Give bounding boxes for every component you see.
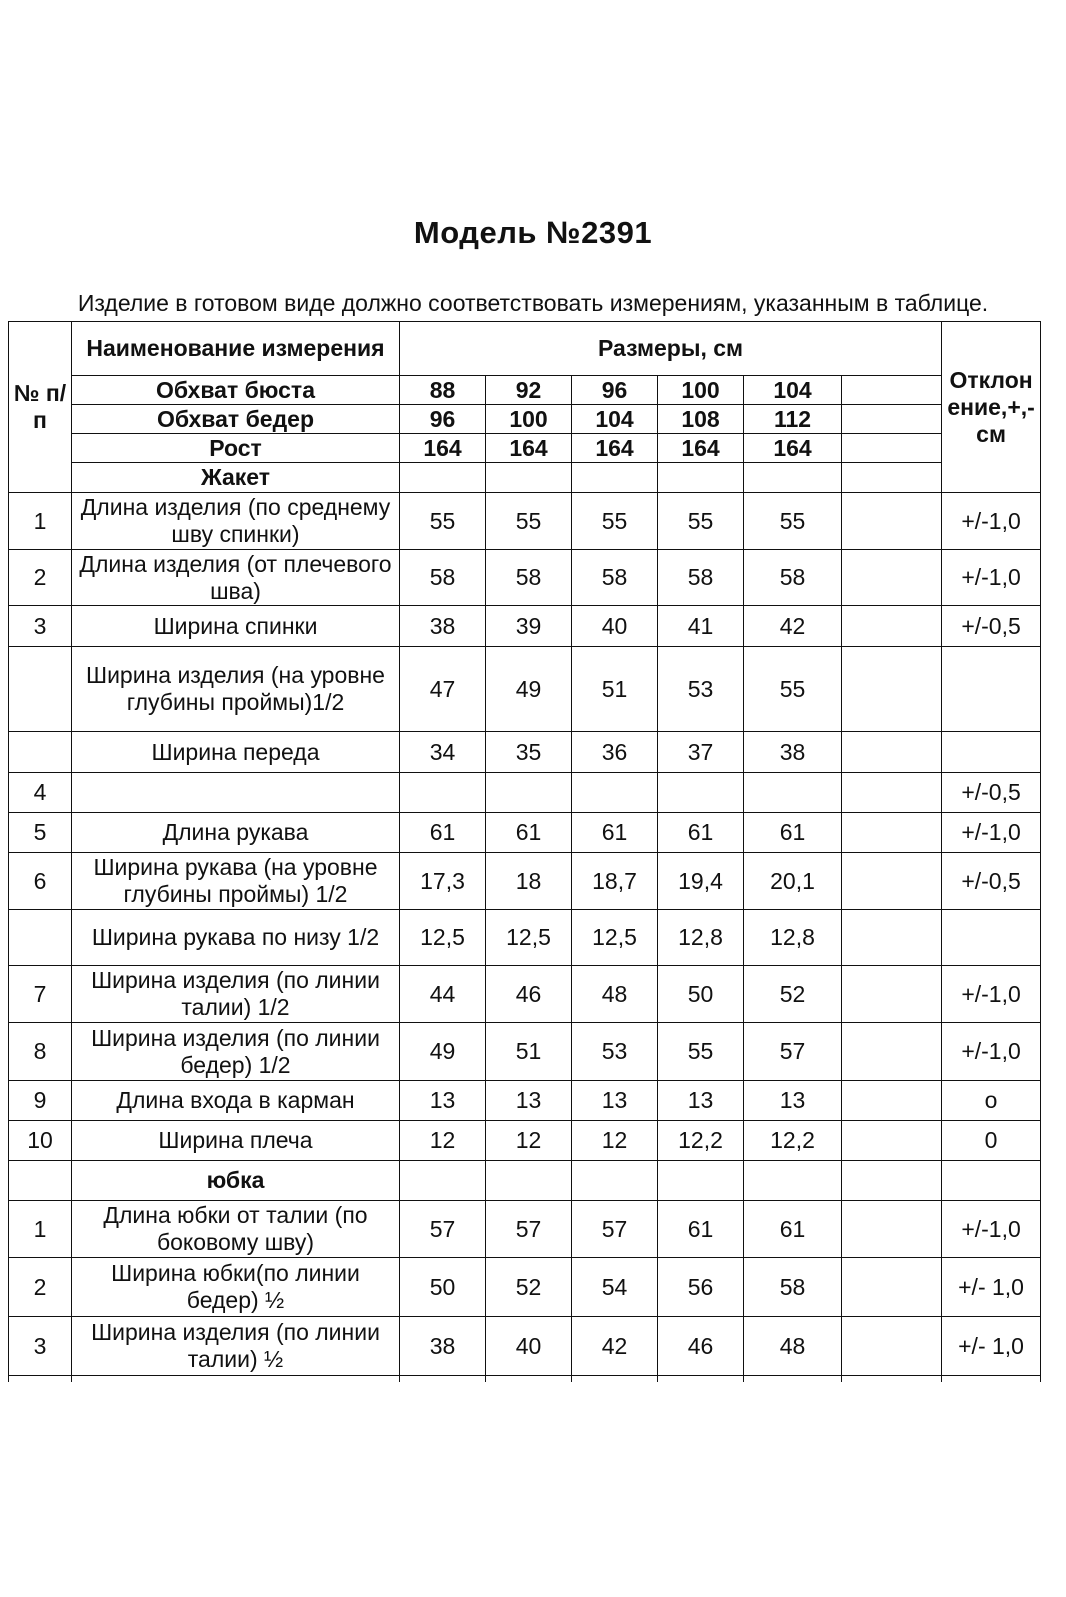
row-value: 61 <box>744 1201 842 1258</box>
table-row <box>9 1258 1041 1317</box>
empty-cell <box>572 1376 658 1383</box>
row-value: 48 <box>744 1317 842 1376</box>
empty-cell <box>842 463 942 493</box>
row-value: 52 <box>486 1258 572 1317</box>
row-number: 2 <box>9 550 72 606</box>
row-value: 13 <box>658 1081 744 1121</box>
row-value <box>842 606 942 647</box>
row-value: 58 <box>400 550 486 606</box>
row-value: 55 <box>744 647 842 732</box>
row-value: 35 <box>486 732 572 773</box>
row-name: Ширина плеча <box>72 1121 400 1161</box>
table-row <box>9 773 1041 813</box>
row-value: 12,8 <box>744 910 842 966</box>
row-value <box>842 1201 942 1258</box>
row-value: 55 <box>658 1023 744 1081</box>
row-value: 42 <box>744 606 842 647</box>
header-bust-value: 96 <box>572 376 658 405</box>
row-value: 51 <box>572 647 658 732</box>
row-value: 61 <box>486 813 572 853</box>
row-value <box>842 853 942 910</box>
row-value: 58 <box>744 550 842 606</box>
row-name: Ширина изделия (по линии талии) ½ <box>72 1317 400 1376</box>
table-row <box>9 493 1041 550</box>
row-value <box>842 1258 942 1317</box>
row-value: 20,1 <box>744 853 842 910</box>
row-tolerance: +/- 1,0 <box>942 1317 1041 1376</box>
row-value: 12,5 <box>400 910 486 966</box>
row-name <box>72 773 400 813</box>
row-value <box>842 910 942 966</box>
row-value: 40 <box>572 606 658 647</box>
header-bust-value: 92 <box>486 376 572 405</box>
row-tolerance: +/-1,0 <box>942 813 1041 853</box>
row-value: 57 <box>744 1023 842 1081</box>
row-value: 61 <box>658 1201 744 1258</box>
header-hips-value <box>842 405 942 434</box>
table-row <box>9 853 1041 910</box>
row-value: 40 <box>486 1317 572 1376</box>
page-title: Модель №2391 <box>413 215 653 250</box>
row-name: Ширина рукава (на уровне глубины проймы) 1/2 <box>72 853 400 910</box>
row-tolerance: +/-1,0 <box>942 1023 1041 1081</box>
header-hips-label: Обхват бедер <box>72 405 400 434</box>
empty-cell <box>9 1161 72 1201</box>
header-height-value: 164 <box>486 434 572 463</box>
row-value: 52 <box>744 966 842 1023</box>
header-height-value <box>842 434 942 463</box>
row-value: 58 <box>486 550 572 606</box>
header-height-label: Рост <box>72 434 400 463</box>
row-number: 8 <box>9 1023 72 1081</box>
table-row <box>9 550 1041 606</box>
header-bust-label: Обхват бюста <box>72 376 400 405</box>
table-row <box>9 606 1041 647</box>
row-value: 48 <box>572 966 658 1023</box>
row-value: 12,5 <box>486 910 572 966</box>
empty-cell <box>744 1376 842 1383</box>
row-value: 34 <box>400 732 486 773</box>
row-name: Длина юбки от талии (по боковому шву) <box>72 1201 400 1258</box>
empty-cell <box>658 1376 744 1383</box>
row-number: 1 <box>9 1201 72 1258</box>
row-number: 2 <box>9 1258 72 1317</box>
row-number: 4 <box>9 773 72 813</box>
empty-cell <box>486 1161 572 1201</box>
row-value: 56 <box>658 1258 744 1317</box>
row-value: 58 <box>744 1258 842 1317</box>
empty-cell <box>942 1376 1041 1383</box>
row-value: 57 <box>400 1201 486 1258</box>
header-sizes: Размеры, см <box>400 322 942 376</box>
table-row <box>9 1121 1041 1161</box>
header-bust-value <box>842 376 942 405</box>
row-number: 9 <box>9 1081 72 1121</box>
row-name: Ширина спинки <box>72 606 400 647</box>
row-value: 19,4 <box>658 853 744 910</box>
row-name: Длина изделия (от плечевого шва) <box>72 550 400 606</box>
table-row-cut <box>9 1376 1041 1383</box>
section-jacket-title: Жакет <box>72 463 400 493</box>
header-height-value: 164 <box>658 434 744 463</box>
row-value: 12,5 <box>572 910 658 966</box>
row-value: 55 <box>486 493 572 550</box>
row-value <box>572 773 658 813</box>
header-hips-value: 96 <box>400 405 486 434</box>
row-value: 44 <box>400 966 486 1023</box>
row-value: 50 <box>658 966 744 1023</box>
row-number <box>9 910 72 966</box>
row-value: 55 <box>400 493 486 550</box>
empty-cell <box>842 1161 942 1201</box>
header-name: Наименование измерения <box>72 322 400 376</box>
header-bust-value: 88 <box>400 376 486 405</box>
row-name: Ширина изделия (по линии талии) 1/2 <box>72 966 400 1023</box>
row-value: 38 <box>400 1317 486 1376</box>
row-value: 18,7 <box>572 853 658 910</box>
section-skirt-title: юбка <box>72 1161 400 1201</box>
empty-cell <box>572 1161 658 1201</box>
row-value: 47 <box>400 647 486 732</box>
table-row <box>9 1201 1041 1258</box>
row-tolerance: +/- 1,0 <box>942 1258 1041 1317</box>
row-number: 10 <box>9 1121 72 1161</box>
row-value <box>842 1081 942 1121</box>
header-bust-value: 100 <box>658 376 744 405</box>
row-tolerance <box>942 910 1041 966</box>
row-value: 61 <box>572 813 658 853</box>
header-height-value: 164 <box>572 434 658 463</box>
empty-cell <box>486 463 572 493</box>
row-value: 38 <box>400 606 486 647</box>
header-height-value: 164 <box>744 434 842 463</box>
row-value: 12 <box>572 1121 658 1161</box>
empty-cell <box>658 1161 744 1201</box>
table-row <box>9 966 1041 1023</box>
row-name: Ширина изделия (по линии бедер) 1/2 <box>72 1023 400 1081</box>
table-row <box>9 647 1041 732</box>
row-tolerance: +/-0,5 <box>942 853 1041 910</box>
row-tolerance: +/-1,0 <box>942 550 1041 606</box>
row-value: 13 <box>744 1081 842 1121</box>
row-value: 12,8 <box>658 910 744 966</box>
row-name: Длина изделия (по среднему шву спинки) <box>72 493 400 550</box>
header-row-main <box>9 322 1041 376</box>
row-number: 1 <box>9 493 72 550</box>
section-jacket-row <box>9 463 1041 493</box>
table-row <box>9 1317 1041 1376</box>
row-value: 50 <box>400 1258 486 1317</box>
row-value: 55 <box>658 493 744 550</box>
row-value <box>842 647 942 732</box>
header-bust-value: 104 <box>744 376 842 405</box>
table-row <box>9 910 1041 966</box>
row-value: 53 <box>658 647 744 732</box>
row-tolerance <box>942 732 1041 773</box>
row-tolerance: +/-1,0 <box>942 1201 1041 1258</box>
table-row <box>9 1023 1041 1081</box>
row-number <box>9 732 72 773</box>
empty-cell <box>744 1161 842 1201</box>
header-hips-value: 112 <box>744 405 842 434</box>
section-skirt-row <box>9 1161 1041 1201</box>
row-tolerance <box>942 647 1041 732</box>
row-value <box>658 773 744 813</box>
row-number: 7 <box>9 966 72 1023</box>
header-row-bust <box>9 376 1041 405</box>
row-tolerance: +/-0,5 <box>942 606 1041 647</box>
row-value <box>842 1023 942 1081</box>
row-value: 55 <box>572 493 658 550</box>
row-number: 3 <box>9 1317 72 1376</box>
row-value: 61 <box>400 813 486 853</box>
row-number: 3 <box>9 606 72 647</box>
header-row-hips <box>9 405 1041 434</box>
row-value: 53 <box>572 1023 658 1081</box>
row-number: 5 <box>9 813 72 853</box>
table-row <box>9 813 1041 853</box>
header-hips-value: 100 <box>486 405 572 434</box>
row-value: 55 <box>744 493 842 550</box>
empty-cell <box>572 463 658 493</box>
row-name: Ширина изделия (на уровне глубины проймы)1/2 <box>72 647 400 732</box>
row-value <box>842 732 942 773</box>
row-value: 13 <box>572 1081 658 1121</box>
row-value: 58 <box>658 550 744 606</box>
empty-cell <box>72 1376 400 1383</box>
row-value <box>400 773 486 813</box>
row-value <box>842 493 942 550</box>
row-value: 49 <box>400 1023 486 1081</box>
empty-cell <box>744 463 842 493</box>
row-value <box>842 1317 942 1376</box>
row-value: 42 <box>572 1317 658 1376</box>
row-number: 6 <box>9 853 72 910</box>
row-name: Ширина переда <box>72 732 400 773</box>
header-hips-value: 104 <box>572 405 658 434</box>
row-value: 49 <box>486 647 572 732</box>
header-hips-value: 108 <box>658 405 744 434</box>
row-value: 54 <box>572 1258 658 1317</box>
row-value: 57 <box>486 1201 572 1258</box>
row-name: Длина входа в карман <box>72 1081 400 1121</box>
row-number <box>9 647 72 732</box>
row-value: 12,2 <box>658 1121 744 1161</box>
header-num: № п/п <box>9 322 72 493</box>
row-tolerance: +/-0,5 <box>942 773 1041 813</box>
table-row <box>9 732 1041 773</box>
row-value: 39 <box>486 606 572 647</box>
row-value: 13 <box>486 1081 572 1121</box>
row-name: Длина рукава <box>72 813 400 853</box>
row-value: 61 <box>658 813 744 853</box>
row-name: Ширина юбки(по линии бедер) ½ <box>72 1258 400 1317</box>
size-chart-table <box>8 321 1041 1382</box>
row-value: 12 <box>486 1121 572 1161</box>
row-value: 18 <box>486 853 572 910</box>
row-value <box>486 773 572 813</box>
row-value <box>842 773 942 813</box>
header-height-value: 164 <box>400 434 486 463</box>
header-tolerance: Отклон ение,+,- см <box>942 322 1041 493</box>
row-value: 46 <box>486 966 572 1023</box>
row-value: 58 <box>572 550 658 606</box>
row-value: 57 <box>572 1201 658 1258</box>
row-tolerance: +/-1,0 <box>942 493 1041 550</box>
table-row <box>9 1081 1041 1121</box>
header-row-height <box>9 434 1041 463</box>
row-name: Ширина рукава по низу 1/2 <box>72 910 400 966</box>
empty-cell <box>842 1376 942 1383</box>
row-value: 61 <box>744 813 842 853</box>
row-value <box>842 813 942 853</box>
row-value: 12,2 <box>744 1121 842 1161</box>
row-value: 13 <box>400 1081 486 1121</box>
empty-cell <box>942 1161 1041 1201</box>
empty-cell <box>658 463 744 493</box>
empty-cell <box>486 1376 572 1383</box>
row-value: 46 <box>658 1317 744 1376</box>
row-tolerance: +/-1,0 <box>942 966 1041 1023</box>
row-value: 17,3 <box>400 853 486 910</box>
row-value <box>744 773 842 813</box>
row-value: 36 <box>572 732 658 773</box>
row-value <box>842 1121 942 1161</box>
row-value: 41 <box>658 606 744 647</box>
row-value: 12 <box>400 1121 486 1161</box>
empty-cell <box>400 1161 486 1201</box>
row-tolerance: o <box>942 1081 1041 1121</box>
row-value: 37 <box>658 732 744 773</box>
row-value: 51 <box>486 1023 572 1081</box>
empty-cell <box>400 463 486 493</box>
page-subtitle: Изделие в готовом виде должно соответствовать измерениям, указанным в таблице. <box>77 290 989 316</box>
empty-cell <box>9 1376 72 1383</box>
empty-cell <box>400 1376 486 1383</box>
row-value: 38 <box>744 732 842 773</box>
row-value <box>842 966 942 1023</box>
row-tolerance: 0 <box>942 1121 1041 1161</box>
row-value <box>842 550 942 606</box>
